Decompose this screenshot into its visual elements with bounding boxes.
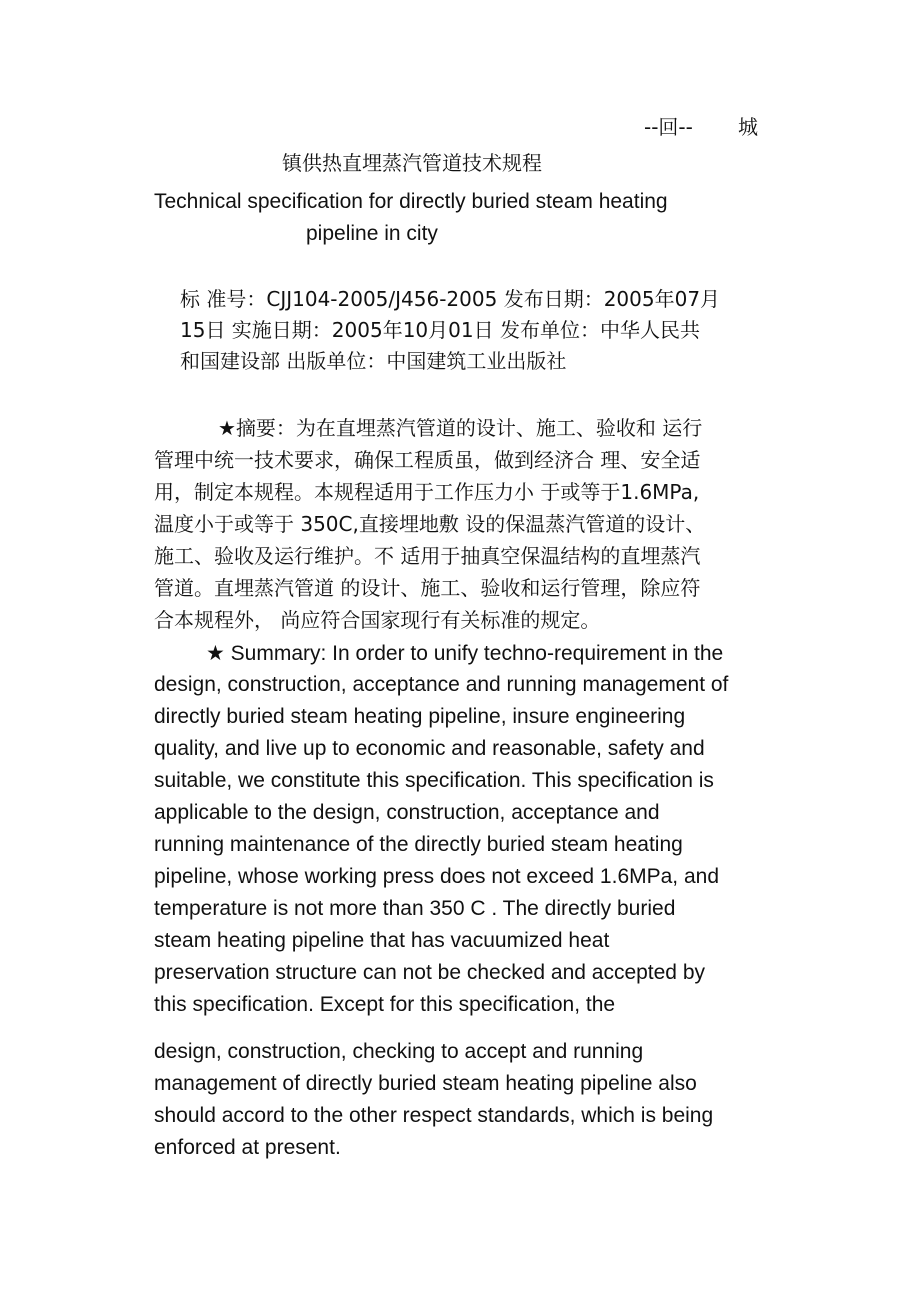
summary-en-line-8: temperature is not more than 350 C . The directly buried <box>154 897 676 920</box>
abstract-cn-line-5: 管道。直埋蒸汽管道 的设计、施工、验收和运行管理，除应符 <box>154 576 701 600</box>
summary-en-line-6: running maintenance of the directly buried steam heating <box>154 833 683 856</box>
summary-en-line-14: should accord to the other respect standards, which is being <box>154 1104 714 1127</box>
abstract-cn-line-1: 管理中统一技术要求，确保工程质虽，做到经济合 理、安全适 <box>154 448 701 472</box>
abstract-cn-line-0: ★摘要：为在直埋蒸汽管道的设计、施工、验收和 运行 <box>218 416 703 440</box>
summary-en-line-4: suitable, we constitute this specification. This specification is <box>154 769 714 792</box>
abstract-cn-line-2: 用，制定本规程。本规程适用于工作压力小 于或等于1.6MPa, <box>154 480 700 504</box>
summary-en-line-2: directly buried steam heating pipeline, insure engineering <box>154 705 686 728</box>
summary-en-line-1: design, construction, acceptance and running management of <box>154 673 729 696</box>
summary-en-line-11: this specification. Except for this specification, the <box>154 993 616 1016</box>
summary-en-line-12: design, construction, checking to accept and running <box>154 1040 644 1063</box>
summary-en-line-13: management of directly buried steam heating pipeline also <box>154 1072 697 1095</box>
summary-en-line-3: quality, and live up to economic and reasonable, safety and <box>154 737 705 760</box>
star-icon: ★ <box>206 641 225 665</box>
summary-en-line-5: applicable to the design, construction, acceptance and <box>154 801 660 824</box>
title-en-line1: Technical specification for directly buried steam heating <box>154 190 668 213</box>
title-cn-part1: 城 <box>738 115 758 139</box>
summary-en-line-15: enforced at present. <box>154 1136 341 1159</box>
meta-line2: 15日 实施日期：2005年10月01日 发布单位：中华人民共 <box>180 318 700 342</box>
abstract-cn-line-3: 温度小于或等于 350C,直接埋地敷 设的保温蒸汽管道的设计、 <box>154 512 706 536</box>
meta-line3: 和国建设部 出版单位：中国建筑工业出版社 <box>180 349 567 373</box>
meta-line1: 标 准号：CJJ104-2005/J456-2005 发布日期：2005年07月 <box>180 287 721 311</box>
star-icon: ★ <box>218 416 236 440</box>
header-mark: --回-- <box>644 115 693 139</box>
summary-en-line-7: pipeline, whose working press does not exceed 1.6MPa, and <box>154 865 720 888</box>
summary-en-line-10: preservation structure can not be checked and accepted by <box>154 961 706 984</box>
summary-en-line-0: ★ Summary: In order to unify techno-requirement in the <box>206 641 724 665</box>
summary-en-line-9: steam heating pipeline that has vacuumized heat <box>154 929 610 952</box>
abstract-cn-line-4: 施工、验收及运行维护。不 适用于抽真空保温结构的直埋蒸汽 <box>154 544 701 568</box>
abstract-cn-line-6: 合本规程外， 尚应符合国家现行有关标准的规定。 <box>154 608 601 632</box>
title-en-line2: pipeline in city <box>306 222 438 245</box>
title-cn-part2: 镇供热直埋蒸汽管道技术规程 <box>282 151 542 175</box>
